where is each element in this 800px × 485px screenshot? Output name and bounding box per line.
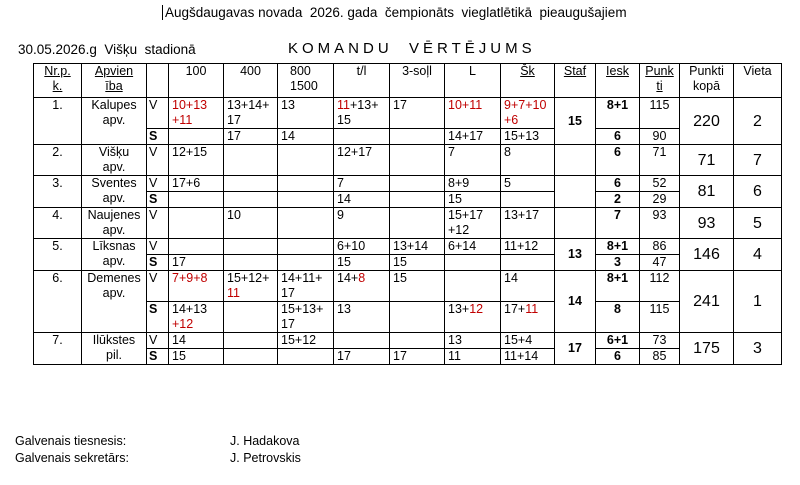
event-e400 bbox=[224, 98, 278, 129]
points: 71 bbox=[640, 145, 680, 176]
score-segment: 15+12+ bbox=[227, 271, 270, 285]
score-segment: 12+15 bbox=[172, 145, 208, 159]
table-row bbox=[34, 302, 782, 333]
event-sk bbox=[501, 208, 555, 239]
score-segment: 5 bbox=[504, 176, 511, 190]
place: 5 bbox=[734, 208, 782, 239]
event-e800 bbox=[278, 208, 334, 239]
event-e400 bbox=[224, 176, 278, 192]
event-tl bbox=[334, 255, 390, 271]
event-l bbox=[445, 98, 501, 129]
score-segment: 8 bbox=[504, 145, 511, 159]
points: 90 bbox=[640, 129, 680, 145]
place: 4 bbox=[734, 239, 782, 271]
counted-events: 8+1 bbox=[596, 271, 640, 302]
table-row bbox=[34, 208, 782, 239]
counted-events: 8+1 bbox=[596, 98, 640, 129]
table-row bbox=[34, 255, 782, 271]
score-segment: 10+13 +11 bbox=[172, 98, 208, 127]
group-label: S bbox=[147, 129, 169, 145]
points: 73 bbox=[640, 333, 680, 349]
score-segment: 6+10 bbox=[337, 239, 366, 253]
group-label: S bbox=[147, 349, 169, 365]
event-soll bbox=[390, 145, 445, 176]
event-l bbox=[445, 302, 501, 333]
event-e100 bbox=[169, 255, 224, 271]
event-tl bbox=[334, 208, 390, 239]
event-e400 bbox=[224, 192, 278, 208]
event-soll bbox=[390, 302, 445, 333]
event-sk bbox=[501, 271, 555, 302]
row-number: 3. bbox=[34, 176, 82, 208]
score-segment: 8 bbox=[358, 271, 366, 285]
event-sk bbox=[501, 302, 555, 333]
event-e400 bbox=[224, 333, 278, 349]
event-sk bbox=[501, 129, 555, 145]
event-tl bbox=[334, 129, 390, 145]
event-soll bbox=[390, 192, 445, 208]
table-row bbox=[34, 176, 782, 192]
event-e400 bbox=[224, 271, 278, 302]
event-e100 bbox=[169, 192, 224, 208]
judge-name: J. Hadakova bbox=[230, 434, 300, 448]
score-segment: 17 bbox=[393, 349, 407, 363]
event-e100 bbox=[169, 271, 224, 302]
event-e800 bbox=[278, 255, 334, 271]
counted-events: 6+1 bbox=[596, 333, 640, 349]
relay-points: 15 bbox=[555, 98, 596, 145]
place: 2 bbox=[734, 98, 782, 145]
event-sk bbox=[501, 255, 555, 271]
score-segment: +12 bbox=[172, 317, 194, 331]
event-tl bbox=[334, 145, 390, 176]
score-segment: 11 bbox=[227, 286, 240, 300]
score-segment: 15+13 bbox=[504, 129, 540, 143]
event-e800 bbox=[278, 176, 334, 192]
col-tl: t/l bbox=[334, 64, 390, 98]
event-e100 bbox=[169, 239, 224, 255]
score-segment: 7 bbox=[448, 145, 455, 159]
score-segment: 14 bbox=[337, 192, 351, 206]
event-l bbox=[445, 239, 501, 255]
event-e100 bbox=[169, 145, 224, 176]
score-segment: 9+7+10 +6 bbox=[504, 98, 547, 127]
score-segment: 17 bbox=[337, 349, 351, 363]
total-points: 71 bbox=[680, 145, 734, 176]
event-e100 bbox=[169, 302, 224, 333]
team-name: Naujenes apv. bbox=[82, 208, 147, 239]
col-400: 400 bbox=[224, 64, 278, 98]
event-l bbox=[445, 129, 501, 145]
event-tl bbox=[334, 349, 390, 365]
row-number: 5. bbox=[34, 239, 82, 271]
score-segment: 17 bbox=[393, 98, 407, 112]
document-title: Augšdaugavas novada 2026. gada čempionāts vieglatlētikā pieaugušajiem bbox=[162, 5, 627, 20]
event-soll bbox=[390, 349, 445, 365]
total-points: 146 bbox=[680, 239, 734, 271]
event-l bbox=[445, 145, 501, 176]
points: 86 bbox=[640, 239, 680, 255]
col-800: 800 1500 bbox=[278, 64, 334, 98]
col-staf: Staf bbox=[555, 64, 596, 98]
total-points: 241 bbox=[680, 271, 734, 333]
row-number: 4. bbox=[34, 208, 82, 239]
score-segment: 17 bbox=[227, 129, 241, 143]
col-sk: Šk bbox=[501, 64, 555, 98]
event-e800 bbox=[278, 145, 334, 176]
col-100: 100 bbox=[169, 64, 224, 98]
score-segment: 15+17 +12 bbox=[448, 208, 484, 237]
score-segment: 14+17 bbox=[448, 129, 484, 143]
event-tl bbox=[334, 239, 390, 255]
score-segment: 12 bbox=[469, 302, 484, 316]
counted-events: 8+1 bbox=[596, 239, 640, 255]
total-points: 175 bbox=[680, 333, 734, 365]
score-segment: 14 bbox=[281, 129, 295, 143]
event-l bbox=[445, 333, 501, 349]
col-total: Punkti kopā bbox=[680, 64, 734, 98]
event-e400 bbox=[224, 145, 278, 176]
score-segment: 14+13 bbox=[172, 302, 208, 316]
group-label: V bbox=[147, 98, 169, 129]
table-row bbox=[34, 333, 782, 349]
score-segment: 17+6 bbox=[172, 176, 201, 190]
group-label: V bbox=[147, 271, 169, 302]
col-team: Apvien ība bbox=[82, 64, 147, 98]
team-name: Ilūkstes pil. bbox=[82, 333, 147, 365]
team-name: Kalupes apv. bbox=[82, 98, 147, 145]
event-e100 bbox=[169, 208, 224, 239]
score-segment: 15 bbox=[448, 192, 462, 206]
event-e100 bbox=[169, 333, 224, 349]
place: 6 bbox=[734, 176, 782, 208]
section-heading: KOMANDU VĒRTĒJUMS bbox=[288, 40, 536, 57]
group-label: S bbox=[147, 255, 169, 271]
score-segment: 17+ bbox=[504, 302, 526, 316]
event-soll bbox=[390, 129, 445, 145]
event-sk bbox=[501, 176, 555, 192]
event-sk bbox=[501, 145, 555, 176]
secretary-label: Galvenais sekretārs: bbox=[15, 451, 129, 465]
score-segment: 14+ bbox=[337, 271, 359, 285]
team-name: Līksnas apv. bbox=[82, 239, 147, 271]
col-place: Vieta bbox=[734, 64, 782, 98]
event-sk bbox=[501, 192, 555, 208]
score-segment: 7+9+8 bbox=[172, 271, 208, 285]
relay-points bbox=[555, 145, 596, 176]
team-name: Sventes apv. bbox=[82, 176, 147, 208]
counted-events: 3 bbox=[596, 255, 640, 271]
score-segment: 15+13+ 17 bbox=[281, 302, 324, 331]
counted-events: 8 bbox=[596, 302, 640, 333]
event-tl bbox=[334, 271, 390, 302]
score-segment: 15+12 bbox=[281, 333, 317, 347]
event-e400 bbox=[224, 129, 278, 145]
total-points: 93 bbox=[680, 208, 734, 239]
event-e100 bbox=[169, 129, 224, 145]
secretary-name: J. Petrovskis bbox=[230, 451, 301, 465]
group-label: V bbox=[147, 208, 169, 239]
event-e100 bbox=[169, 349, 224, 365]
event-soll bbox=[390, 98, 445, 129]
table-row bbox=[34, 98, 782, 129]
counted-events: 2 bbox=[596, 192, 640, 208]
col-group bbox=[147, 64, 169, 98]
event-soll bbox=[390, 333, 445, 349]
event-e100 bbox=[169, 176, 224, 192]
relay-points: 14 bbox=[555, 271, 596, 333]
points: 115 bbox=[640, 302, 680, 333]
score-segment: 6+14 bbox=[448, 239, 477, 253]
event-e400 bbox=[224, 349, 278, 365]
event-e400 bbox=[224, 208, 278, 239]
col-nr: Nr.p. k. bbox=[34, 64, 82, 98]
col-soll: 3-soļl bbox=[390, 64, 445, 98]
place: 1 bbox=[734, 271, 782, 333]
points: 115 bbox=[640, 98, 680, 129]
counted-events: 7 bbox=[596, 208, 640, 239]
total-points: 81 bbox=[680, 176, 734, 208]
event-e800 bbox=[278, 302, 334, 333]
table-row bbox=[34, 349, 782, 365]
row-number: 1. bbox=[34, 98, 82, 145]
col-l: L bbox=[445, 64, 501, 98]
col-punk: Punk ti bbox=[640, 64, 680, 98]
score-segment: 11 bbox=[448, 349, 461, 363]
points: 47 bbox=[640, 255, 680, 271]
event-e800 bbox=[278, 129, 334, 145]
table-row bbox=[34, 129, 782, 145]
event-soll bbox=[390, 239, 445, 255]
event-e800 bbox=[278, 271, 334, 302]
score-segment: 9 bbox=[337, 208, 344, 222]
event-tl bbox=[334, 302, 390, 333]
event-sk bbox=[501, 349, 555, 365]
group-label: S bbox=[147, 192, 169, 208]
row-number: 7. bbox=[34, 333, 82, 365]
event-soll bbox=[390, 271, 445, 302]
team-name: Višķu apv. bbox=[82, 145, 147, 176]
counted-events: 6 bbox=[596, 349, 640, 365]
group-label: V bbox=[147, 176, 169, 192]
points: 29 bbox=[640, 192, 680, 208]
event-l bbox=[445, 208, 501, 239]
score-segment: 10+11 bbox=[448, 98, 483, 112]
score-segment: 15 bbox=[172, 349, 186, 363]
score-segment: 7 bbox=[337, 176, 344, 190]
score-segment: 14 bbox=[504, 271, 518, 285]
relay-points: 13 bbox=[555, 239, 596, 271]
place: 7 bbox=[734, 145, 782, 176]
group-label: S bbox=[147, 302, 169, 333]
score-segment: 11+12 bbox=[504, 239, 539, 253]
score-segment: 13 bbox=[281, 98, 295, 112]
score-segment: 13+14+ 17 bbox=[227, 98, 270, 127]
score-segment: +13+ 15 bbox=[337, 98, 379, 127]
event-l bbox=[445, 192, 501, 208]
event-e800 bbox=[278, 239, 334, 255]
event-soll bbox=[390, 176, 445, 192]
score-segment: 13+ bbox=[448, 302, 470, 316]
points: 93 bbox=[640, 208, 680, 239]
score-segment: 13 bbox=[337, 302, 351, 316]
relay-points bbox=[555, 176, 596, 208]
score-segment: 13 bbox=[448, 333, 462, 347]
date-and-venue: 30.05.2026.g Višķu stadionā bbox=[18, 42, 196, 57]
score-segment: 17 bbox=[172, 255, 186, 269]
event-tl bbox=[334, 176, 390, 192]
row-number: 6. bbox=[34, 271, 82, 333]
header-row bbox=[34, 64, 782, 98]
event-e400 bbox=[224, 302, 278, 333]
judge-label: Galvenais tiesnesis: bbox=[15, 434, 127, 448]
table-row bbox=[34, 145, 782, 176]
score-segment: 15+4 bbox=[504, 333, 533, 347]
event-e100 bbox=[169, 98, 224, 129]
event-e800 bbox=[278, 333, 334, 349]
event-e400 bbox=[224, 255, 278, 271]
counted-events: 6 bbox=[596, 129, 640, 145]
group-label: V bbox=[147, 239, 169, 255]
score-segment: 10 bbox=[227, 208, 241, 222]
score-segment: 8+9 bbox=[448, 176, 470, 190]
team-name: Demenes apv. bbox=[82, 271, 147, 333]
score-segment: 14+11+ 17 bbox=[281, 271, 323, 300]
event-e800 bbox=[278, 192, 334, 208]
team-results-table bbox=[33, 63, 782, 365]
score-segment: 13+17 bbox=[504, 208, 540, 222]
event-sk bbox=[501, 239, 555, 255]
score-segment: 15 bbox=[337, 255, 351, 269]
event-tl bbox=[334, 192, 390, 208]
table-row bbox=[34, 271, 782, 302]
event-e800 bbox=[278, 98, 334, 129]
points: 112 bbox=[640, 271, 680, 302]
place: 3 bbox=[734, 333, 782, 365]
event-sk bbox=[501, 333, 555, 349]
event-l bbox=[445, 349, 501, 365]
score-segment: 15 bbox=[393, 255, 407, 269]
total-points: 220 bbox=[680, 98, 734, 145]
score-segment: 11 bbox=[337, 98, 350, 112]
event-l bbox=[445, 255, 501, 271]
event-tl bbox=[334, 98, 390, 129]
score-segment: 11 bbox=[525, 302, 539, 316]
event-soll bbox=[390, 208, 445, 239]
event-soll bbox=[390, 255, 445, 271]
score-segment: 15 bbox=[393, 271, 407, 285]
group-label: V bbox=[147, 333, 169, 349]
relay-points: 17 bbox=[555, 333, 596, 365]
score-segment: 14 bbox=[172, 333, 186, 347]
row-number: 2. bbox=[34, 145, 82, 176]
points: 85 bbox=[640, 349, 680, 365]
score-segment: 12+17 bbox=[337, 145, 373, 159]
group-label: V bbox=[147, 145, 169, 176]
event-l bbox=[445, 271, 501, 302]
score-segment: 11+14 bbox=[504, 349, 539, 363]
col-iesk: Iesk bbox=[596, 64, 640, 98]
score-segment: 13+14 bbox=[393, 239, 429, 253]
table-row bbox=[34, 239, 782, 255]
points: 52 bbox=[640, 176, 680, 192]
table-body bbox=[34, 98, 782, 365]
event-l bbox=[445, 176, 501, 192]
event-e400 bbox=[224, 239, 278, 255]
event-e800 bbox=[278, 349, 334, 365]
relay-points bbox=[555, 208, 596, 239]
table-row bbox=[34, 192, 782, 208]
counted-events: 6 bbox=[596, 176, 640, 192]
event-sk bbox=[501, 98, 555, 129]
event-tl bbox=[334, 333, 390, 349]
counted-events: 6 bbox=[596, 145, 640, 176]
